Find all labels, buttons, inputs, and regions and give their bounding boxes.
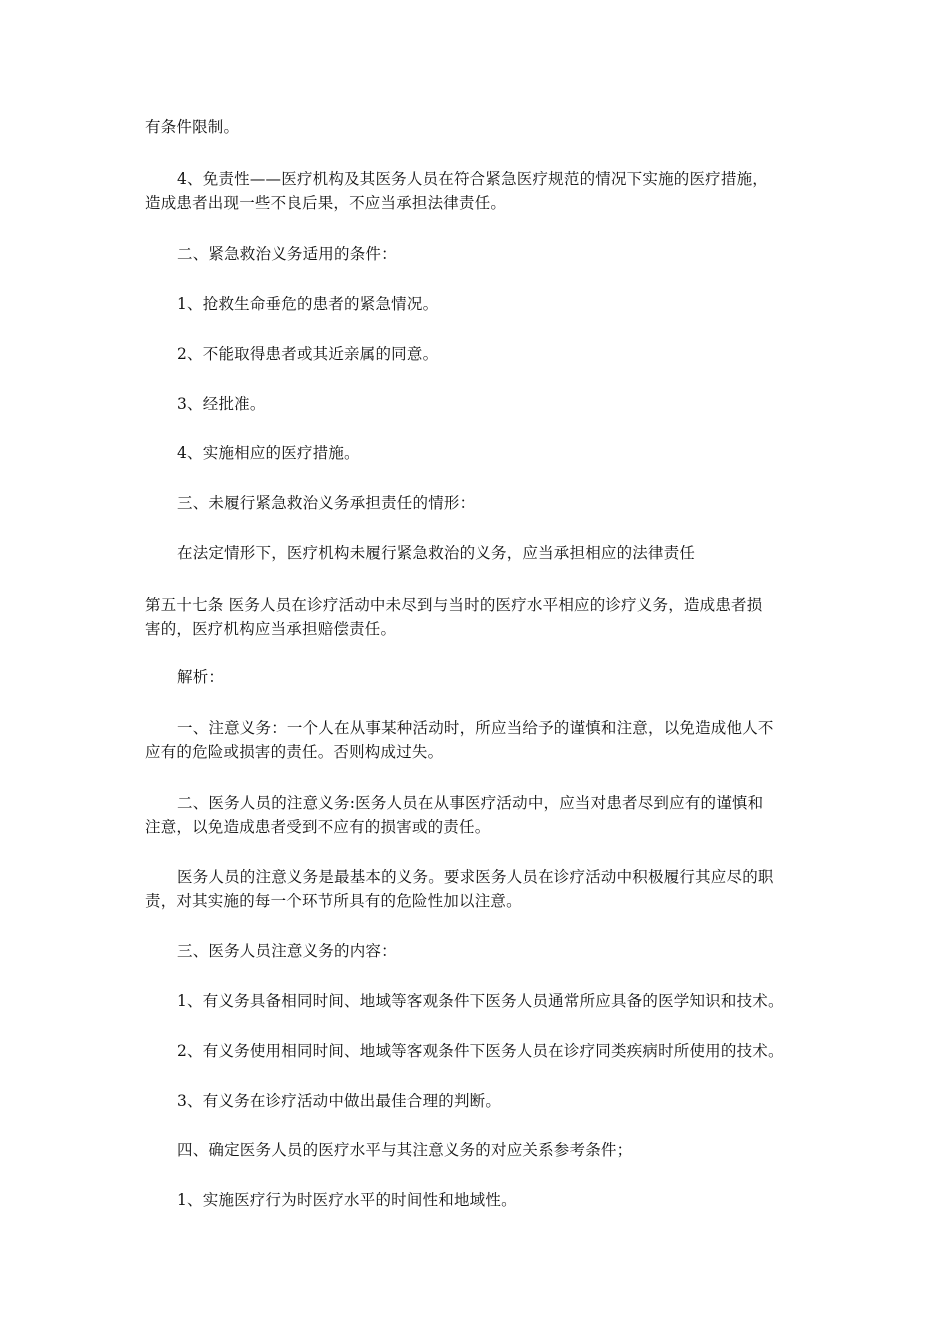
text-line: 注意，以免造成患者受到不应有的损害或的责任。 — [145, 818, 491, 836]
section-heading: 三、医务人员注意义务的内容： — [177, 942, 397, 960]
section-heading: 二、紧急救治义务适用的条件： — [177, 245, 397, 263]
article-line: 害的，医疗机构应当承担赔偿责任。 — [145, 620, 397, 638]
text-line: 造成患者出现一些不良后果，不应当承担法律责任。 — [145, 194, 507, 212]
list-item: 2、不能取得患者或其近亲属的同意。 — [177, 345, 439, 363]
list-item: 2、有义务使用相同时间、地域等客观条件下医务人员在诊疗同类疾病时所使用的技术。 — [177, 1042, 784, 1060]
text-line: 责，对其实施的每一个环节所具有的危险性加以注意。 — [145, 892, 522, 910]
list-item: 3、有义务在诊疗活动中做出最佳合理的判断。 — [177, 1092, 502, 1110]
list-item: 1、抢救生命垂危的患者的紧急情况。 — [177, 295, 439, 313]
text-line: 二、医务人员的注意义务:医务人员在从事医疗活动中，应当对患者尽到应有的谨慎和 — [177, 794, 764, 812]
text-line: 一、注意义务：一个人在从事某种活动时，所应当给予的谨慎和注意，以免造成他人不 — [177, 719, 774, 737]
list-item: 3、经批准。 — [177, 395, 266, 413]
text-line: 4、免责性——医疗机构及其医务人员在符合紧急医疗规范的情况下实施的医疗措施， — [177, 170, 768, 188]
text-line: 有条件限制。 — [145, 118, 240, 136]
text-line: 在法定情形下，医疗机构未履行紧急救治的义务，应当承担相应的法律责任 — [177, 544, 696, 562]
list-item: 1、实施医疗行为时医疗水平的时间性和地域性。 — [177, 1191, 517, 1209]
text-line: 医务人员的注意义务是最基本的义务。要求医务人员在诊疗活动中积极履行其应尽的职 — [177, 868, 774, 886]
article-line: 第五十七条 医务人员在诊疗活动中未尽到与当时的医疗水平相应的诊疗义务，造成患者损 — [145, 596, 763, 614]
section-heading: 三、未履行紧急救治义务承担责任的情形： — [177, 494, 476, 512]
list-item: 4、实施相应的医疗措施。 — [177, 444, 360, 462]
section-heading: 四、确定医务人员的医疗水平与其注意义务的对应关系参考条件； — [177, 1141, 633, 1159]
text-line: 应有的危险或损害的责任。否则构成过失。 — [145, 743, 444, 761]
analysis-label: 解析： — [177, 668, 225, 686]
list-item: 1、有义务具备相同时间、地域等客观条件下医务人员通常所应具备的医学知识和技术。 — [177, 992, 784, 1010]
